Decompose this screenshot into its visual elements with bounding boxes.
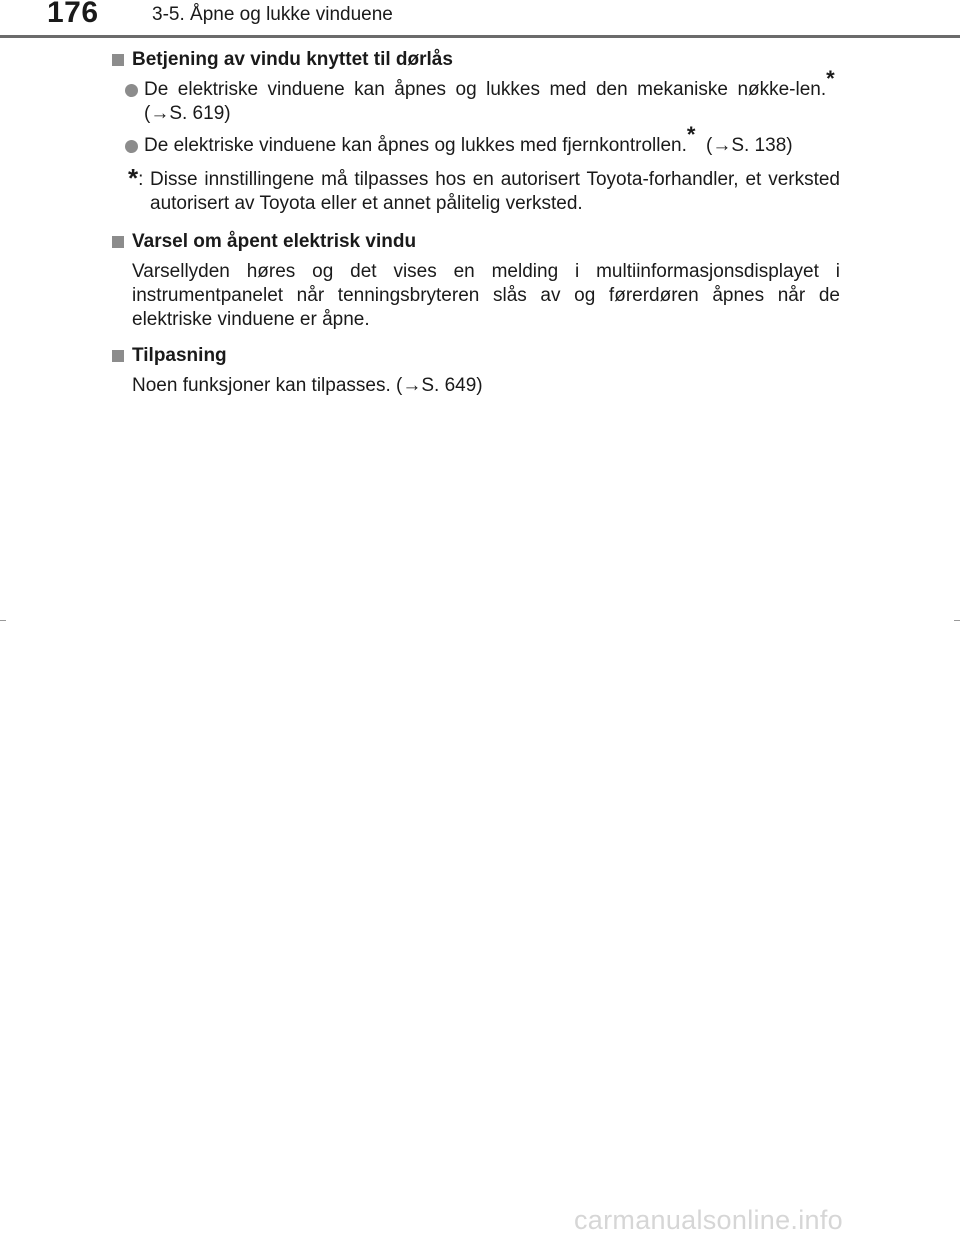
asterisk-mark: * — [128, 163, 139, 193]
footnote-colon: : — [138, 169, 144, 190]
section-customization — [112, 344, 840, 398]
list-item — [125, 65, 840, 126]
header-divider — [0, 35, 960, 38]
crop-mark-right — [954, 620, 960, 621]
asterisk-mark: * — [686, 121, 696, 147]
round-bullet-icon — [125, 140, 138, 153]
page-reference-link[interactable]: (→S. 138) — [706, 135, 793, 156]
footnote-marker — [128, 163, 150, 193]
section-heading — [112, 230, 840, 254]
section-paragraph: Noen funksjoner kan tilpasses. (→S. 649) — [132, 375, 483, 396]
footnote — [128, 163, 840, 216]
section-title: 3-5. Åpne og lukke vinduene — [152, 4, 393, 25]
page-reference-link[interactable]: (→S. 619) — [144, 103, 231, 124]
heading-text: Betjening av vindu knyttet til dørlås — [132, 49, 453, 70]
page-number: 176 — [47, 0, 99, 29]
section-paragraph: Varsellyden høres og det vises en melding i multiinformasjonsdisplayet i instrumentpanelet når tenningsbryteren slås av og førerdøren åpnes når de elektriske vinduene er åpne. — [132, 261, 840, 330]
heading-text: Varsel om åpent elektrisk vindu — [132, 231, 417, 252]
square-bullet-icon — [112, 236, 124, 248]
crop-mark-left — [0, 620, 6, 621]
round-bullet-icon — [125, 84, 138, 97]
square-bullet-icon — [112, 350, 124, 362]
bullet-body: De elektriske vinduene kan åpnes og lukkes med den mekaniske nøkke-len. — [144, 79, 827, 100]
watermark: carmanualsonline.info — [574, 1205, 843, 1235]
bullet-body: De elektriske vinduene kan åpnes og lukkes med fjernkontrollen. — [144, 135, 687, 156]
square-bullet-icon — [112, 54, 124, 66]
section-heading — [112, 48, 840, 72]
list-item-text — [144, 121, 840, 158]
asterisk-mark: * — [826, 65, 835, 91]
section-door-lock-operation — [112, 48, 840, 216]
list-item-text — [144, 65, 840, 126]
footnote-text: Disse innstillingene må tilpasses hos en autorisert Toyota-forhandler, et verksted autorisert av Toyota eller et annet pålitelig verksted. — [150, 169, 840, 214]
list-item — [125, 121, 840, 158]
section-heading — [112, 344, 840, 368]
heading-text: Tilpasning — [132, 345, 227, 366]
page-content — [112, 48, 840, 410]
section-open-window-warning — [112, 230, 840, 332]
